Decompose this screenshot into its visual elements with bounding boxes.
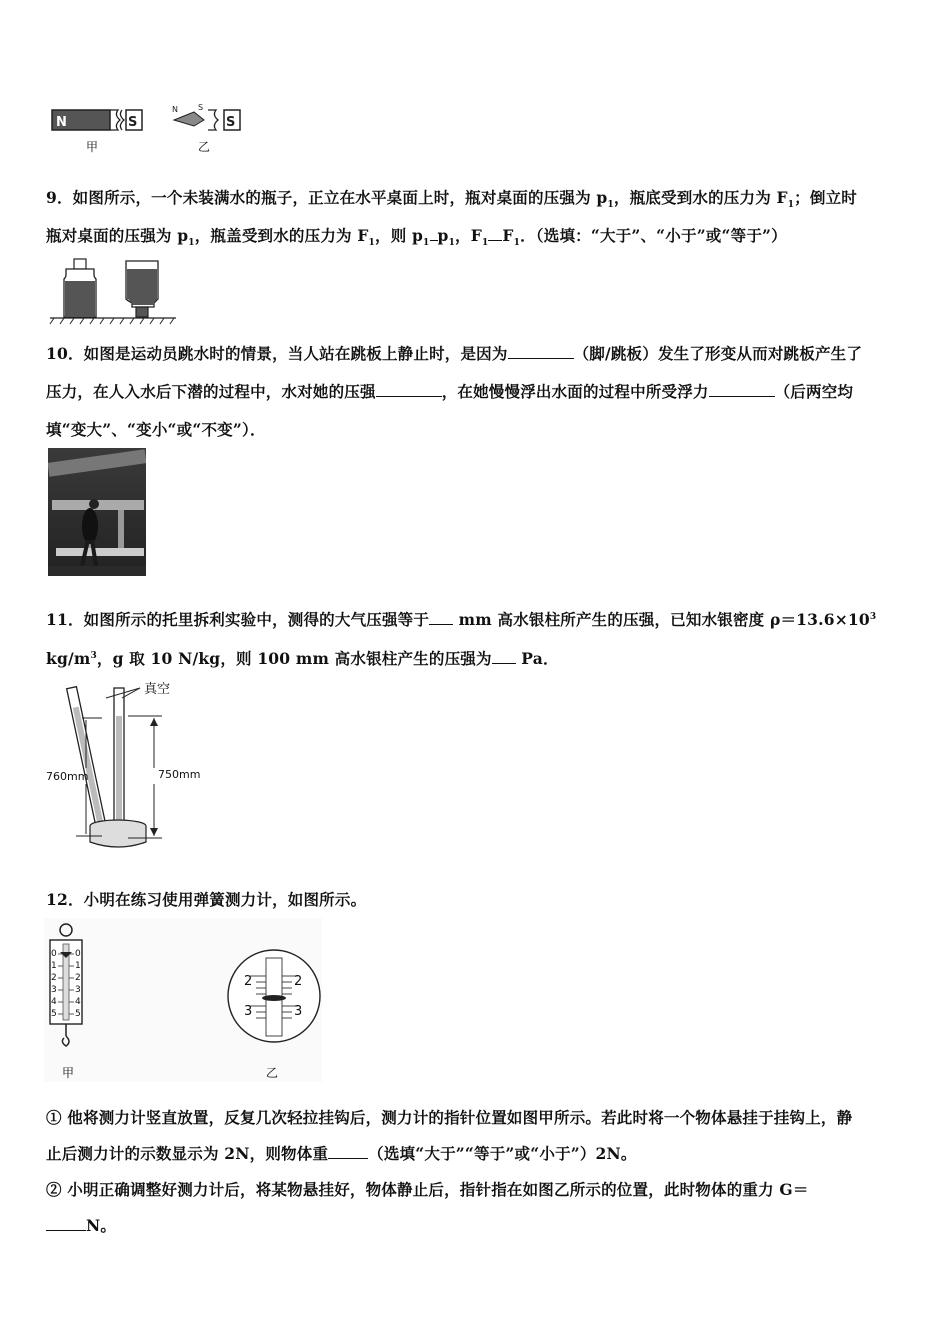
scale-a-tick: 5 (51, 1009, 57, 1019)
q9-text: ．（选填：“大于”、“小于”或“等于”） (520, 226, 787, 245)
q9-text: ，瓶盖受到水的压力为 F (194, 226, 369, 245)
q9-sub: 1 (513, 238, 521, 249)
q9-line-2 (46, 224, 787, 248)
torricelli-760-label: 760mm (46, 770, 89, 783)
scale-a-tick: 4 (51, 997, 57, 1007)
q12-p2-line-2 (46, 1214, 116, 1236)
magnet-b-s-label: S (198, 103, 204, 112)
scale-a-tick: 2 (75, 973, 81, 983)
q12-text: ① 他将测力计竖直放置，反复几次轻拉挂钩后，测力计的指针位置如图甲所示。若此时将一个物体悬挂于挂钩上，静 (46, 1108, 853, 1127)
spring-scale-diagram (44, 918, 322, 1082)
q9-line-1 (46, 186, 857, 210)
q11-text: ，g 取 10 N/kg，则 100 mm 高水银柱产生的压强为 (96, 649, 492, 668)
q10-text: 10．如图是运动员跳水时的情景，当人站在跳板上静止时，是因为 (46, 344, 508, 363)
magnet-diagram (48, 100, 248, 160)
q9-text: ；倒立时 (794, 188, 857, 207)
q10-blank-3[interactable] (709, 382, 775, 397)
q11-line-1 (46, 608, 876, 630)
q9-text: ，瓶底受到水的压力为 F (613, 188, 788, 207)
q10-text: 填“变大”、“变小“或“不变”）． (46, 420, 266, 439)
magnet-b-n-label: N (172, 105, 178, 114)
q12-title (46, 888, 366, 910)
scale-a-left (51, 948, 57, 1020)
scale-a-tick: 4 (75, 997, 81, 1007)
scale-a-tick: 0 (75, 949, 81, 959)
q12-text: 12．小明在练习使用弹簧测力计，如图所示。 (46, 890, 367, 909)
magnet-a-n-label: N (56, 115, 67, 130)
q11-text: 11．如图所示的托里拆利实验中，测得的大气压强等于 (46, 610, 430, 629)
scale-b-right-3: 3 (294, 1004, 303, 1019)
q9-sub: 1 (481, 238, 489, 249)
q10-blank-1[interactable] (508, 344, 574, 359)
q11-text: Pa． (515, 649, 559, 668)
q10-text: （后两空均 (774, 382, 854, 401)
q12-p1-line-2 (46, 1142, 637, 1164)
magnet-a-s-label: S (128, 115, 138, 130)
torricelli-figure (44, 676, 224, 854)
scale-a-tick: 0 (51, 949, 57, 959)
q9-sub: 1 (607, 200, 614, 211)
q11-blank-1[interactable] (429, 610, 453, 625)
q10-text: （脚/跳板）发生了形变从而对跳板产生了 (573, 344, 863, 363)
scale-a-tick: 1 (75, 961, 81, 971)
q12-text: N。 (86, 1216, 117, 1235)
magnet-b-s2-label: S (226, 115, 236, 130)
q9-text: p (437, 226, 449, 245)
q10-line-2 (46, 380, 853, 402)
scale-a-tick: 5 (75, 1009, 81, 1019)
q9-sub: 1 (787, 200, 795, 211)
q9-text: ，F (455, 226, 482, 245)
q9-text: ，则 p (375, 226, 424, 245)
diver-photo (48, 448, 146, 576)
scale-a-tick: 3 (51, 985, 57, 995)
scale-caption-b: 乙 (266, 1066, 279, 1080)
q10-text: ，在她慢慢浮出水面的过程中所受浮力 (441, 382, 709, 401)
q9-sub: 1 (368, 238, 375, 249)
q12-text: （选填“大于”“等于”或“小于”）2N。 (368, 1144, 637, 1163)
q12-blank-1[interactable] (328, 1144, 368, 1159)
q11-sup: 3 (90, 650, 97, 661)
bottles-diagram (48, 255, 178, 325)
q12-blank-2[interactable] (46, 1216, 86, 1231)
scale-b-left-3: 3 (244, 1004, 253, 1019)
q9-text: 9．如图所示，一个未装满水的瓶子，正立在水平桌面上时，瓶对桌面的压强为 p (46, 188, 608, 207)
q9-blank-1[interactable] (430, 226, 438, 241)
q12-text: ② 小明正确调整好测力计后，将某物悬挂好，物体静止后，指针指在如图乙所示的位置，此时物体的重力 G＝ (46, 1180, 809, 1199)
scale-a-tick: 3 (75, 985, 81, 995)
scale-a-tick: 1 (51, 961, 57, 971)
torricelli-750-label: 750mm (158, 768, 201, 781)
q10-line-1 (46, 342, 862, 364)
q9-blank-2[interactable] (488, 226, 502, 241)
q9-sub: 1 (188, 238, 195, 249)
q10-blank-2[interactable] (376, 382, 442, 397)
q10-line-3 (46, 418, 266, 440)
q9-text: 瓶对桌面的压强为 p (46, 226, 189, 245)
scale-a-tick: 2 (51, 973, 57, 983)
q11-text: kg/m (46, 649, 91, 668)
q12-p2-line-1 (46, 1178, 809, 1200)
q11-line-2 (46, 647, 559, 669)
q12-text: 止后测力计的示数显示为 2N，则物体重 (46, 1144, 329, 1163)
scale-a-right (75, 948, 81, 1020)
q9-text: F (502, 226, 514, 245)
diver-image (48, 448, 146, 576)
scale-caption-a: 甲 (62, 1066, 75, 1080)
q9-sub: 1 (423, 238, 430, 249)
spring-scale-figure (44, 918, 322, 1082)
q11-sup: 3 (869, 611, 877, 622)
bottles-figure (48, 255, 178, 325)
q11-text: mm 高水银柱所产生的压强，已知水银密度 ρ＝13.6×10 (453, 610, 870, 629)
q12-p1-line-1 (46, 1106, 852, 1128)
magnet-caption-a: 甲 (86, 140, 99, 154)
torricelli-vacuum-label: 真空 (144, 682, 171, 697)
magnet-figure (48, 100, 248, 160)
magnet-caption-b: 乙 (198, 140, 211, 154)
scale-b-left-2: 2 (244, 974, 253, 989)
q10-text: 压力，在人入水后下潜的过程中，水对她的压强 (46, 382, 376, 401)
q11-blank-2[interactable] (492, 649, 516, 664)
torricelli-diagram (44, 676, 224, 854)
q9-sub: 1 (448, 238, 456, 249)
scale-b-right-2: 2 (294, 974, 303, 989)
